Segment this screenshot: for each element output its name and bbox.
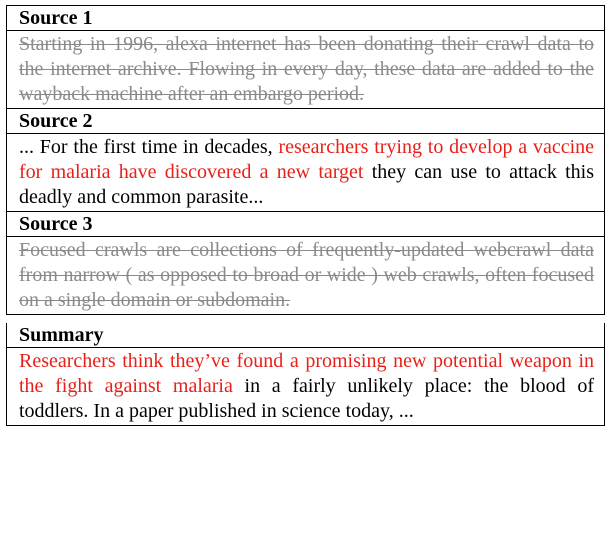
source-1-block	[6, 5, 605, 109]
summary-block	[6, 323, 605, 426]
source-2-highlight: researchers trying to develop a vaccine for malaria have discovered a new target	[19, 136, 595, 183]
source-3-text: Focused crawls are collections of frequently-updated webcrawl data from narrow ( as opposed to broad or wide ) web crawls, often focused on a single domain or subdomain.	[19, 239, 594, 311]
source-3-block	[6, 212, 605, 315]
summary-header: Summary	[7, 323, 604, 348]
source-2-block	[6, 109, 605, 212]
summary-text	[7, 348, 604, 425]
source-1-text: Starting in 1996, alexa internet has been donating their crawl data to the internet archive. Flowing in every day, these data are added to the wayback machine after an embargo period.	[19, 33, 594, 105]
summary-highlight: Researchers think they’ve found a promising new potential weapon in the fight against malaria	[19, 350, 594, 397]
source-2-post-text: they can use to attack this deadly and common parasite...	[19, 161, 595, 208]
source-2-pre-text: ... For the first time in decades,	[19, 136, 279, 158]
source-2-header: Source 2	[7, 109, 604, 134]
source-1-header: Source 1	[7, 6, 604, 31]
source-summary-table	[6, 5, 605, 426]
source-2-text	[7, 134, 604, 211]
summary-post-text: in a fairly unlikely place: the blood of toddlers. In a paper published in science today, ...	[19, 375, 595, 422]
source-3-header: Source 3	[7, 212, 604, 237]
